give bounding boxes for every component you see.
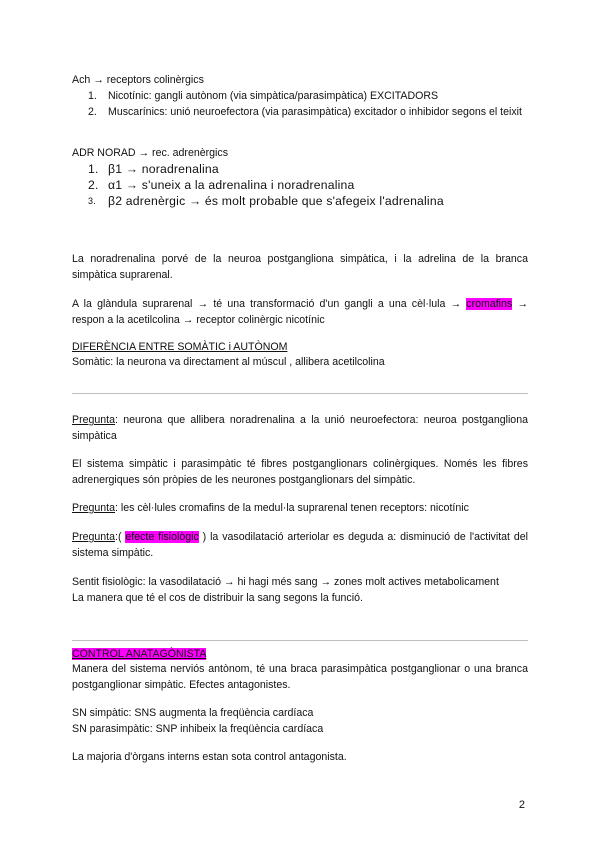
paragraph: La manera que té el cos de distribuir la sang segons la funció. xyxy=(72,592,363,604)
paragraph: El sistema simpàtic i parasimpàtic té fibres postganglionars colinèrgiques. Només les fibres adrenergiques són pròpies de les neurones postganglionars del simpàtic. xyxy=(72,458,528,486)
paragraph: Somàtic: la neurona va directament al múscul , allibera acetilcolina xyxy=(72,356,385,368)
paragraph: SN simpàtic: SNS augmenta la freqüència cardíaca xyxy=(72,707,314,719)
page-number: 2 xyxy=(518,799,525,811)
list-item: 1. Nicotínic: gangli autònom (via simpàtica/parasimpàtica) EXCITADORS xyxy=(88,90,439,102)
list-item: 2. α1 → s'uneix a la adrenalina i noradrenalina xyxy=(88,178,355,192)
question: Pregunta: les cèl·lules cromafins de la medul·la suprarenal tenen receptors: nicotínic xyxy=(72,502,469,514)
adr-header: ADR NORAD → rec. adrenèrgics xyxy=(72,147,229,159)
section-heading: DIFERÈNCIA ENTRE SOMÀTIC i AUTÒNOM xyxy=(72,341,288,353)
list-item: 1. β1 → noradrenalina xyxy=(88,162,219,176)
paragraph: La noradrenalina porvé de la neuroa postgangliona simpàtica, i la adrelina de la branca simpàtica suprarenal. xyxy=(72,253,528,281)
section-heading: CONTROL ANATAGÒNISTA xyxy=(72,648,207,660)
question: Pregunta: neurona que allibera noradrenalina a la unió neuroefectora: neuroa postgangliona simpàtica xyxy=(72,414,528,442)
ach-header: Ach → receptors colinèrgics xyxy=(72,74,204,86)
paragraph: La majoria d'òrgans interns estan sota control antagonista. xyxy=(72,751,347,763)
highlight-efecte: efecte fisiològic xyxy=(125,531,199,543)
ach-list xyxy=(72,88,528,120)
question: Pregunta:( efecte fisiològic ) la vasodilatació arteriolar es deguda a: disminució de l'activitat del sistema simpàtic. xyxy=(72,531,529,559)
paragraph: A la glàndula suprarenal → té una transformació d'un gangli a una cèl·lula → cromafins → respon a la acetilcolina → receptor colinèrgic nicotínic xyxy=(72,298,528,326)
adr-list xyxy=(72,161,528,209)
divider xyxy=(72,393,528,394)
paragraph: SN parasimpàtic: SNP inhibeix la freqüència cardíaca xyxy=(72,723,324,735)
list-item: 2. Muscarínics: unió neuroefectora (via parasimpàtica) excitador o inhibidor segons el teixit xyxy=(88,106,522,118)
highlight-cromafins: cromafins xyxy=(466,298,513,310)
divider xyxy=(72,640,528,641)
paragraph: Manera del sistema nerviós antònom, té una braca parasimpàtica postganglionar o una branca postganglionar simpàtic. Efectes antagonistes. xyxy=(72,663,528,691)
paragraph: Sentit fisiològic: la vasodilatació → hi hagi més sang → zones molt actives metabolicament xyxy=(72,576,499,588)
list-item: 3. β2 adrenèrgic → és molt probable que s'afegeix l'adrenalina xyxy=(88,194,444,208)
